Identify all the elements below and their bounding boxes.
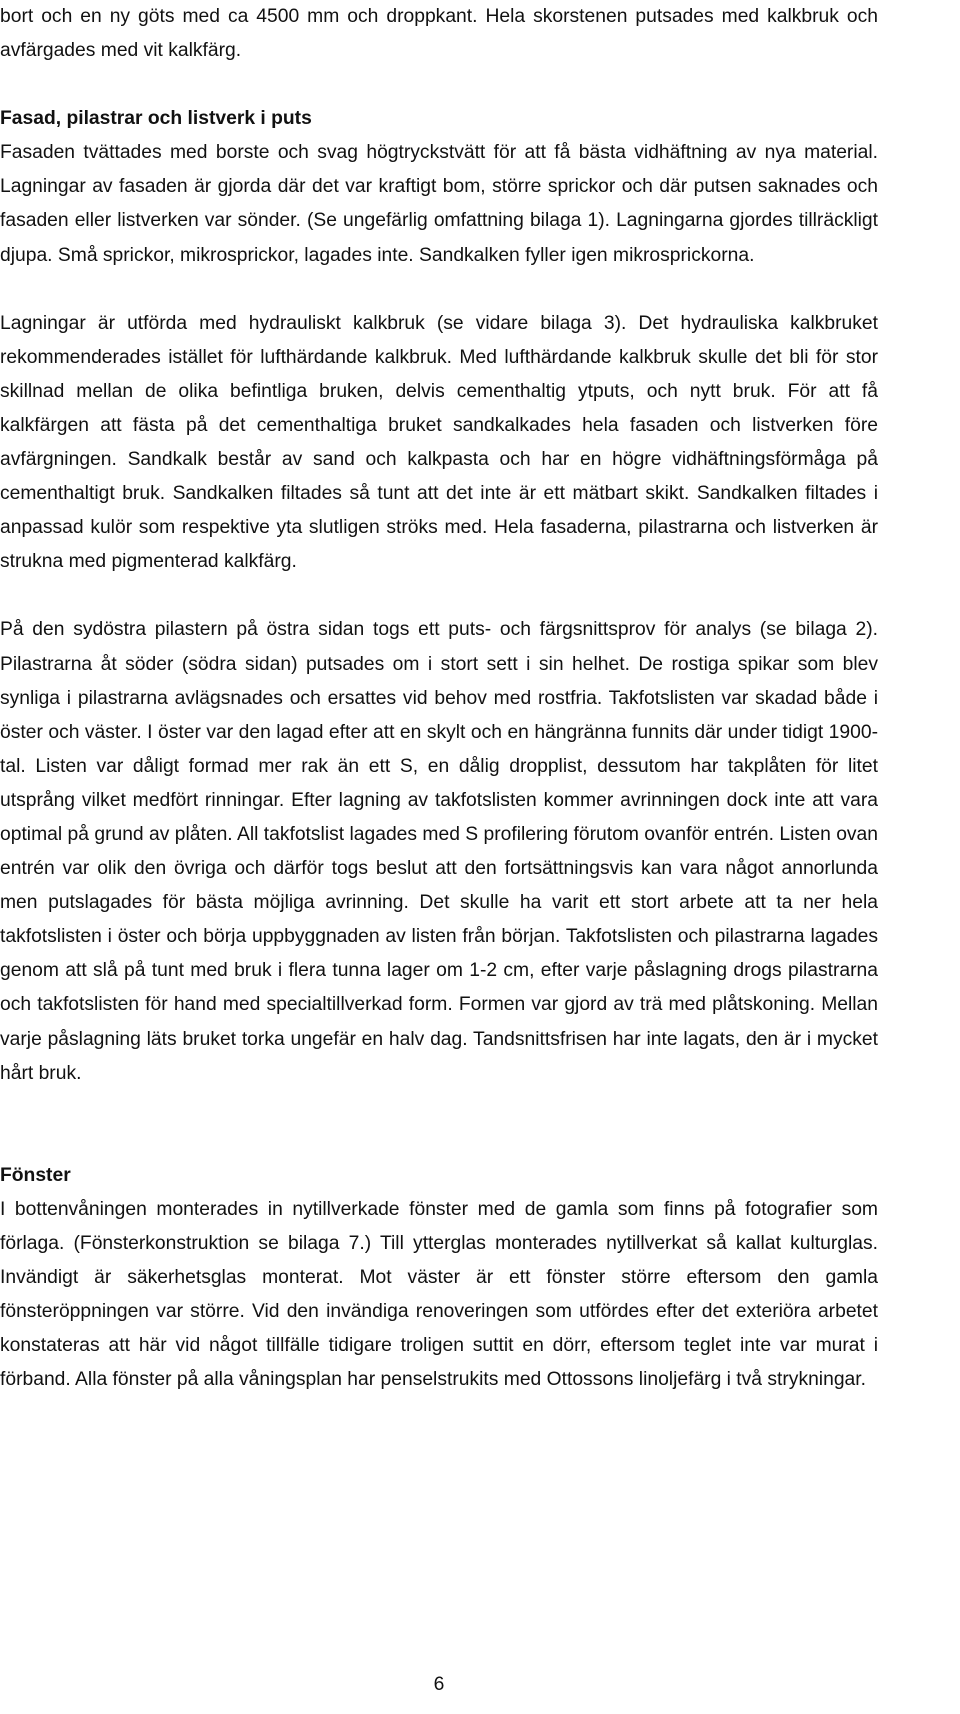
paragraph-spacer (0, 68, 878, 102)
facade-paragraph-3: På den sydöstra pilastern på östra sidan togs ett puts- och färgsnittsprov för analys (se bilaga 2). Pilastrarna åt söder (södra sidan) putsades om i stort sett i sin helhet. De rostiga spikar som blev synliga i pilastrarna avlägsnades och ersattes vid behov med rostfria. Takfotslisten var skadad både i öster och väster. I öster var den lagad efter att en skylt och en hängränna funnits där under tidigt 1900-tal. Listen var dåligt formad mer rak än ett S, en dålig dropplist, dessutom har takplåten för litet utsprång vilket medfört rinningar. Efter lagning av takfotslisten kommer avrinningen dock inte att vara optimal på grund av plåten. All takfotslist lagades med S profilering förutom ovanför entrén. Listen ovan entrén var olik den övriga och därför togs beslut att den fortsättningsvis kan vara något annorlunda men putslagades för bästa möjliga avrinning. Det skulle ha varit ett stort arbete att ta ner hela takfotslisten i öster och börja uppbyggnaden av listen från början. Takfotslisten och pilastrarna lagades genom att slå på tunt med bruk i flera tunna lager om 1-2 cm, efter varje påslagning drogs pilastrarna och takfotslisten för hand med specialtillverkad form. Formen var gjord av trä med plåtskoning. Mellan varje påslagning läts bruket torka ungefär en halv dag. Tandsnittsfrisen har inte lagats, den är i mycket hårt bruk. (0, 619, 878, 1084)
facade-heading: Fasad, pilastrar och listverk i puts (0, 108, 312, 130)
facade-paragraph-2: Lagningar är utförda med hydrauliskt kalkbruk (se vidare bilaga 3). Det hydrauliska kalkbruket rekommenderades istället för lufthärdande kalkbruk. Med lufthärdande kalkbruk skulle det bli för stor skillnad mellan de olika befintliga bruken, delvis cementhaltig ytputs, och nytt bruk. För att få kalkfärgen att fästa på det cementhaltiga bruket sandkalkades hela fasaden och listverken före avfärgningen. Sandkalk består av sand och kalkpasta och har en högre vidhäftningsförmåga på cementhaltigt bruk. Sandkalken filtades så tunt att det inte är ett mätbart skikt. Sandkalken filtades i anpassad kulör som respektive yta slutligen ströks med. Hela fasaderna, pilastrarna och listverken är strukna med pigmenterad kalkfärg. (0, 312, 878, 573)
page-number: 6 (433, 1674, 445, 1695)
facade-paragraph-1: Fasaden tvättades med borste och svag högtryckstvätt för att få bästa vidhäftning av nya material. Lagningar av fasaden är gjorda där det var kraftigt bom, större sprickor och där putsen saknades och fasaden eller listverken var sönder. (Se ungefärlig omfattning bilaga 1). Lagningarna gjordes tillräckligt djupa. Små sprickor, mikrosprickor, lagades inte. Sandkalken fyller igen mikrosprickorna. (0, 142, 878, 266)
paragraph-spacer (0, 273, 878, 307)
intro-paragraph: bort och en ny göts med ca 4500 mm och droppkant. Hela skorstenen putsades med kalkbruk och avfärgades med vit kalkfärg. (0, 6, 878, 62)
paragraph-spacer (0, 579, 878, 613)
section-spacer (0, 1091, 878, 1159)
windows-heading: Fönster (0, 1164, 71, 1186)
windows-paragraph: I bottenvåningen monterades in nytillverkade fönster med de gamla som finns på fotografier som förlaga. (Fönsterkonstruktion se bilaga 7.) Till ytterglas monterades nytillverkat så kallat kulturglas. Invändigt är säkerhetsglas monterat. Mot väster är ett fönster större eftersom den gamla fönsteröppningen var större. Vid den invändiga renoveringen som utfördes efter det exteriöra arbetet konstateras att här vid något tillfälle tidigare troligen suttit en dörr, eftersom teglet inte var murat i förband. Alla fönster på alla våningsplan har penselstrukits med Ottossons linoljefärg i två strykningar. (0, 1198, 878, 1391)
